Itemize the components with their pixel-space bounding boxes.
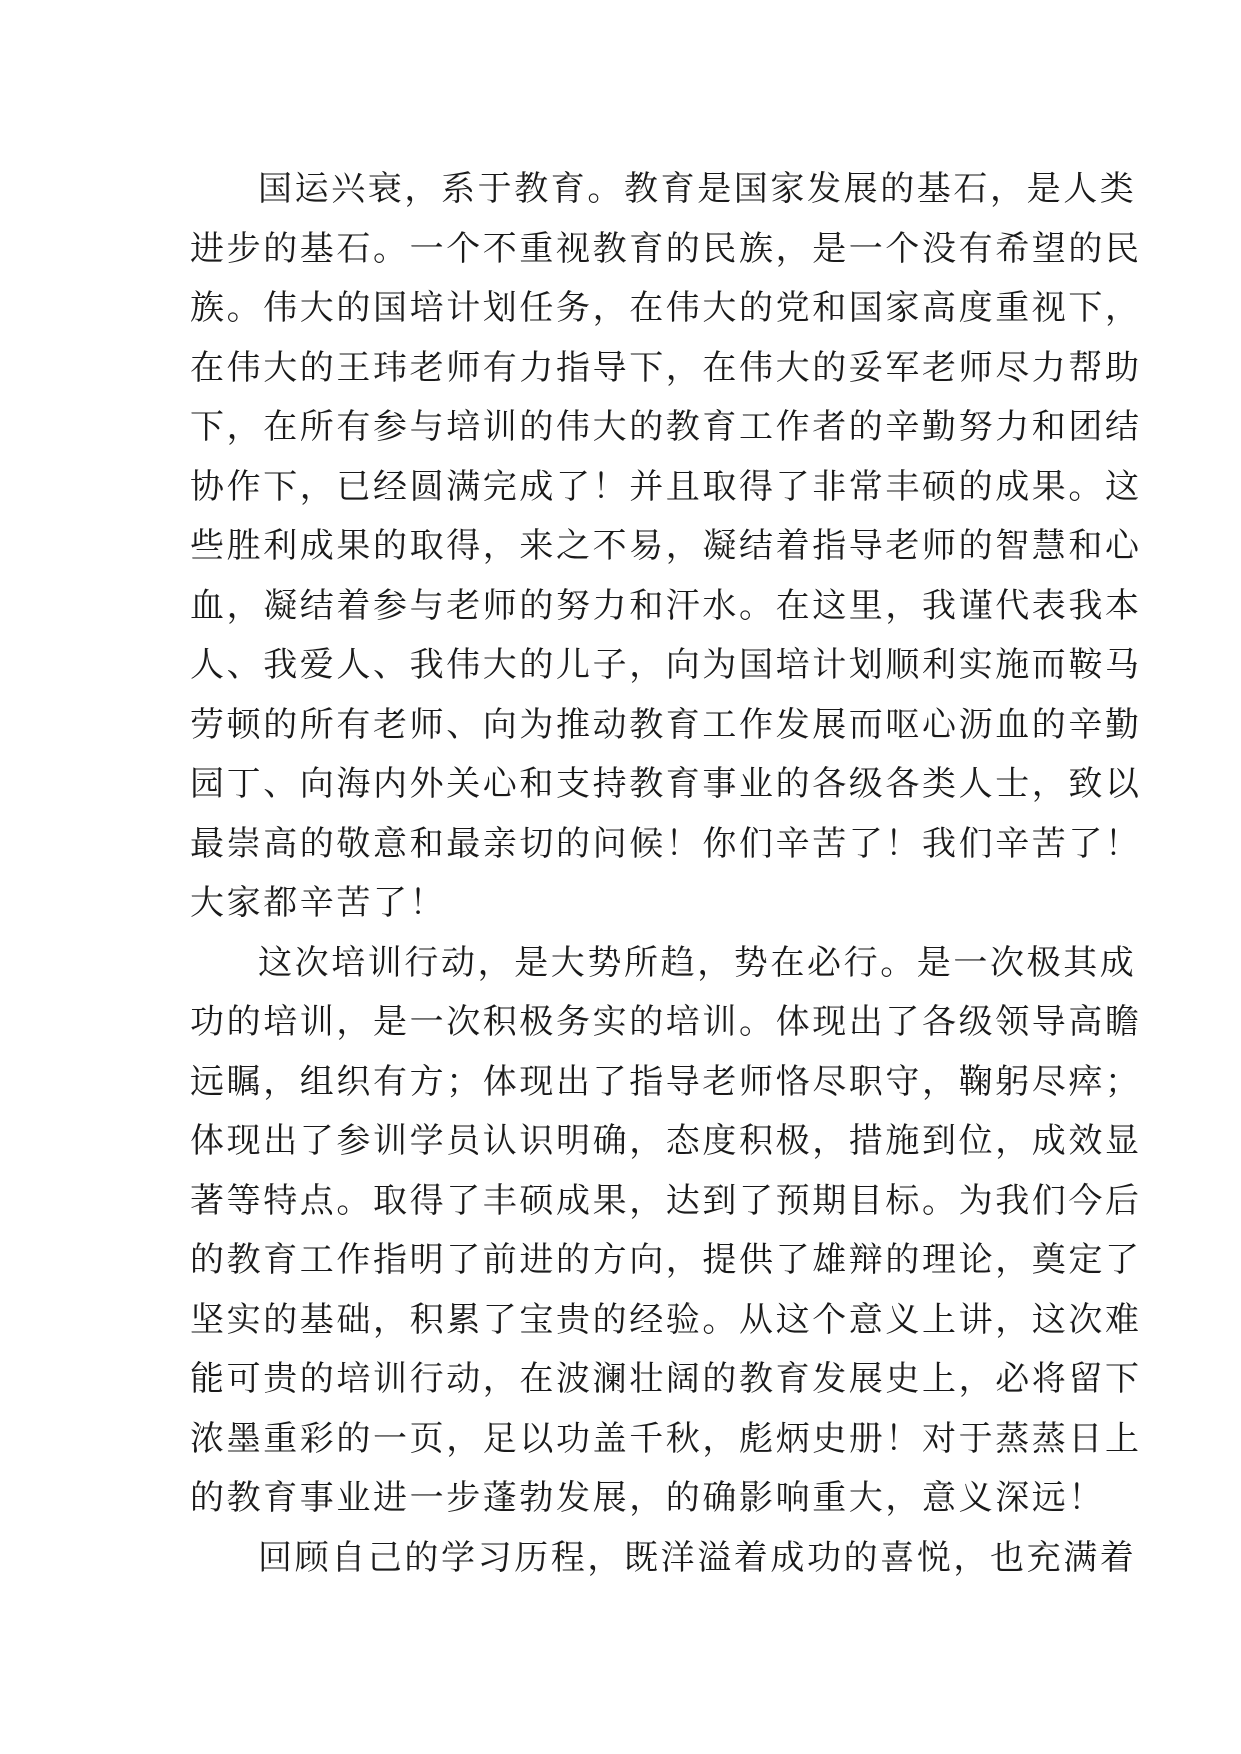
paragraph-3-line-1: 回顾自己的学习历程，既洋溢着成功的喜悦，也充满着 [258,1537,1137,1578]
paragraph-2-line-7: 坚实的基础，积累了宝贵的经验。从这个意义上讲，这次难 [190,1299,1142,1340]
paragraph-1-line-4: 在伟大的王玮老师有力指导下，在伟大的妥军老师尽力帮助 [190,347,1142,388]
paragraph-1-line-5: 下，在所有参与培训的伟大的教育工作者的辛勤努力和团结 [190,407,1142,447]
paragraph-1-line-2: 进步的基石。一个不重视教育的民族，是一个没有希望的民 [190,228,1142,269]
paragraph-1-line-11: 园丁、向海内外关心和支持教育事业的各级各类人士，致以 [190,764,1142,804]
paragraph-2-line-2: 功的培训，是一次积极务实的培训。体现出了各级领导高瞻 [190,1002,1142,1042]
paragraph-2-line-10: 的教育事业进一步蓬勃发展，的确影响重大，意义深远！ [190,1478,1105,1518]
paragraph-1-line-3: 族。伟大的国培计划任务，在伟大的党和国家高度重视下， [190,288,1142,328]
paragraph-1-line-10: 劳顿的所有老师、向为推动教育工作发展而呕心沥血的辛勤 [190,704,1142,745]
paragraph-2-line-4: 体现出了参训学员认识明确，态度积极，措施到位，成效显 [190,1121,1142,1161]
paragraph-1-line-1: 国运兴衰，系于教育。教育是国家发展的基石，是人类 [258,169,1137,209]
paragraph-1-line-13: 大家都辛苦了！ [190,883,447,923]
paragraph-2-line-8: 能可贵的培训行动，在波澜壮阔的教育发展史上，必将留下 [190,1359,1142,1399]
paragraph-2-line-5: 著等特点。取得了丰硕成果，达到了预期目标。为我们今后 [190,1180,1142,1221]
paragraph-2-line-3: 远瞩，组织有方；体现出了指导老师恪尽职守，鞠躬尽瘁； [190,1061,1142,1102]
paragraph-1-line-7: 些胜利成果的取得，来之不易，凝结着指导老师的智慧和心 [190,526,1142,566]
paragraph-1-line-6: 协作下，已经圆满完成了！并且取得了非常丰硕的成果。这 [190,466,1142,507]
paragraph-1-line-12: 最崇高的敬意和最亲切的问候！你们辛苦了！我们辛苦了！ [190,823,1142,864]
paragraph-1-line-9: 人、我爱人、我伟大的儿子，向为国培计划顺利实施而鞍马 [190,645,1142,685]
paragraph-2-line-6: 的教育工作指明了前进的方向，提供了雄辩的理论，奠定了 [190,1240,1142,1280]
paragraph-1-line-8: 血，凝结着参与老师的努力和汗水。在这里，我谨代表我本 [190,585,1142,626]
body-text [190,160,1142,1588]
paragraph-2-line-1: 这次培训行动，是大势所趋，势在必行。是一次极其成 [258,942,1137,983]
paragraph-2-line-9: 浓墨重彩的一页，足以功盖千秋，彪炳史册！对于蒸蒸日上 [190,1418,1142,1459]
